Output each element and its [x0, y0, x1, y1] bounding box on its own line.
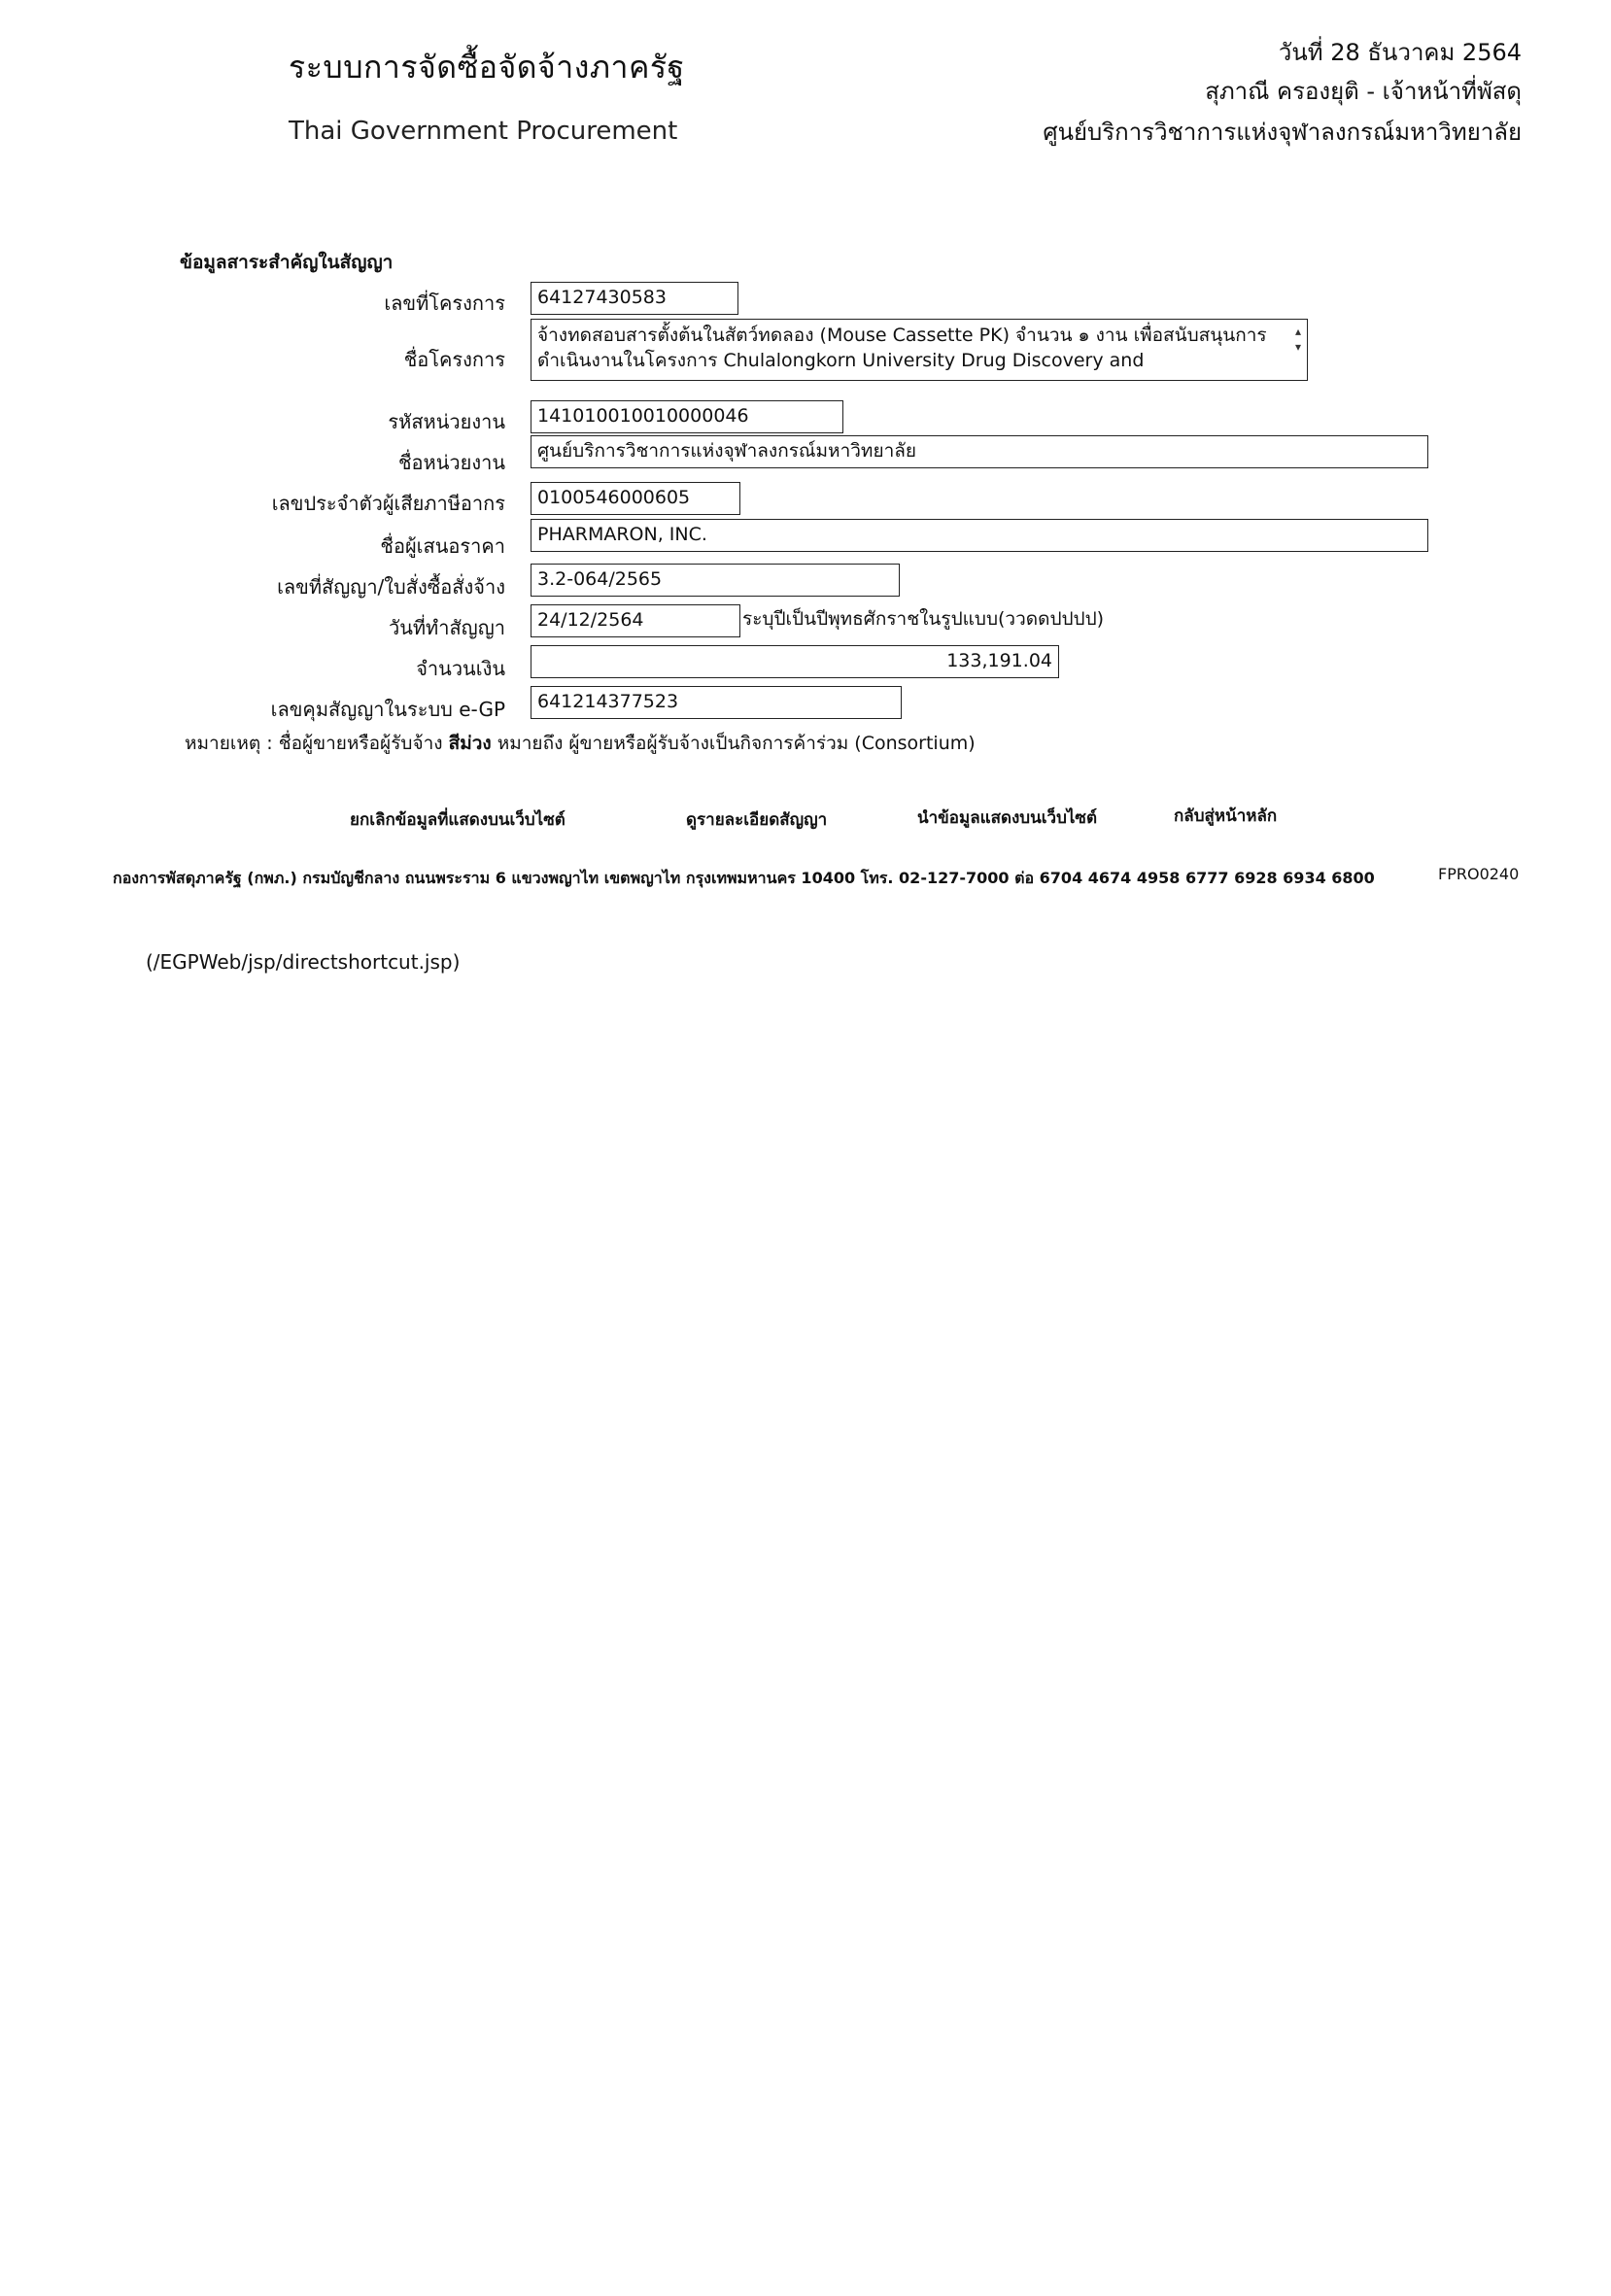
contract-no-label: เลขที่สัญญา/ใบสั่งซื้อสั่งจ้าง — [277, 575, 505, 599]
cancel-display-button[interactable]: ยกเลิกข้อมูลที่แสดงบนเว็บไซต์ — [350, 810, 566, 830]
tax-id-label: เลขประจำตัวผู้เสียภาษีอากร — [271, 492, 505, 515]
contract-date-hint: ระบุปีเป็นปีพุทธศักราชในรูปแบบ(ววดดปปปป) — [742, 608, 1105, 630]
scroll-down-icon[interactable]: ▾ — [1294, 340, 1301, 354]
project-name-textarea[interactable] — [531, 319, 1308, 381]
contract-no-field[interactable]: 3.2-064/2565 — [531, 564, 900, 597]
bidder-name-field[interactable]: PHARMARON, INC. — [531, 519, 1428, 552]
unit-name-label: ชื่อหน่วยงาน — [397, 451, 505, 474]
unit-name-field[interactable]: ศูนย์บริการวิชาการแห่งจุฬาลงกรณ์มหาวิทยาลัย — [531, 435, 1428, 468]
unit-code-label: รหัสหน่วยงาน — [388, 410, 505, 433]
footer-code: FPRO0240 — [1438, 865, 1520, 883]
bidder-name-label: ชื่อผู้เสนอราคา — [380, 534, 505, 558]
remark-emphasis: สีม่วง — [448, 733, 492, 754]
remark-prefix: หมายเหตุ : ชื่อผู้ขายหรือผู้รับจ้าง — [185, 733, 443, 754]
amount-label: จำนวนเงิน — [416, 657, 505, 680]
contract-date-field[interactable]: 24/12/2564 — [531, 604, 740, 637]
header-date: วันที่ 28 ธันวาคม 2564 — [1278, 39, 1522, 66]
textarea-scroll-arrows[interactable] — [1295, 324, 1301, 355]
tax-id-field[interactable]: 0100546000605 — [531, 482, 740, 515]
publish-button[interactable]: นำข้อมูลแสดงบนเว็บไซต์ — [917, 808, 1097, 828]
action-bar — [0, 806, 1611, 845]
header-organization: ศูนย์บริการวิชาการแห่งจุฬาลงกรณ์มหาวิทยาลัย — [1043, 119, 1522, 146]
remark-suffix: หมายถึง ผู้ขายหรือผู้รับจ้างเป็นกิจการค้าร่วม (Consortium) — [497, 733, 976, 754]
section-title: ข้อมูลสาระสำคัญในสัญญา — [180, 252, 394, 273]
egp-control-no-label: เลขคุมสัญญาในระบบ e-GP — [270, 698, 505, 721]
project-no-label: เลขที่โครงการ — [384, 291, 505, 315]
scroll-up-icon[interactable]: ▴ — [1294, 325, 1301, 338]
home-button[interactable]: กลับสู่หน้าหลัก — [1174, 806, 1278, 826]
project-no-field[interactable]: 64127430583 — [531, 282, 738, 315]
egp-control-no-field[interactable]: 641214377523 — [531, 686, 902, 719]
system-title: ระบบการจัดซื้อจัดจ้างภาครัฐ — [289, 49, 685, 86]
header-user: สุภาณี ครองยุติ - เจ้าหน้าที่พัสดุ — [1205, 78, 1522, 105]
contract-date-label: วันที่ทำสัญญา — [388, 616, 505, 639]
unit-code-field[interactable]: 141010010010000046 — [531, 400, 843, 433]
project-name-text: จ้างทดสอบสารตั้งต้นในสัตว์ทดลอง (Mouse Cassette PK) จำนวน ๑ งาน เพื่อสนับสนุนการดำเนินงานในโครงการ Chulalongkorn University Drug Discovery and — [537, 325, 1267, 371]
footer-address: กองการพัสดุภาครัฐ (กพภ.) กรมบัญชีกลาง ถนนพระราม 6 แขวงพญาไท เขตพญาไท กรุงเทพมหานคร 10400 โทร. 02-127-7000 ต่อ 6704 4674 4958 6777 6928 6934 6800 — [113, 869, 1375, 887]
view-contract-button[interactable]: ดูรายละเอียดสัญญา — [686, 810, 828, 830]
system-subtitle: Thai Government Procurement — [289, 117, 678, 146]
project-name-label: ชื่อโครงการ — [403, 348, 505, 371]
page-url: (/EGPWeb/jsp/directshortcut.jsp) — [146, 950, 461, 974]
remark-note — [185, 729, 976, 758]
amount-field[interactable]: 133,191.04 — [531, 645, 1059, 678]
